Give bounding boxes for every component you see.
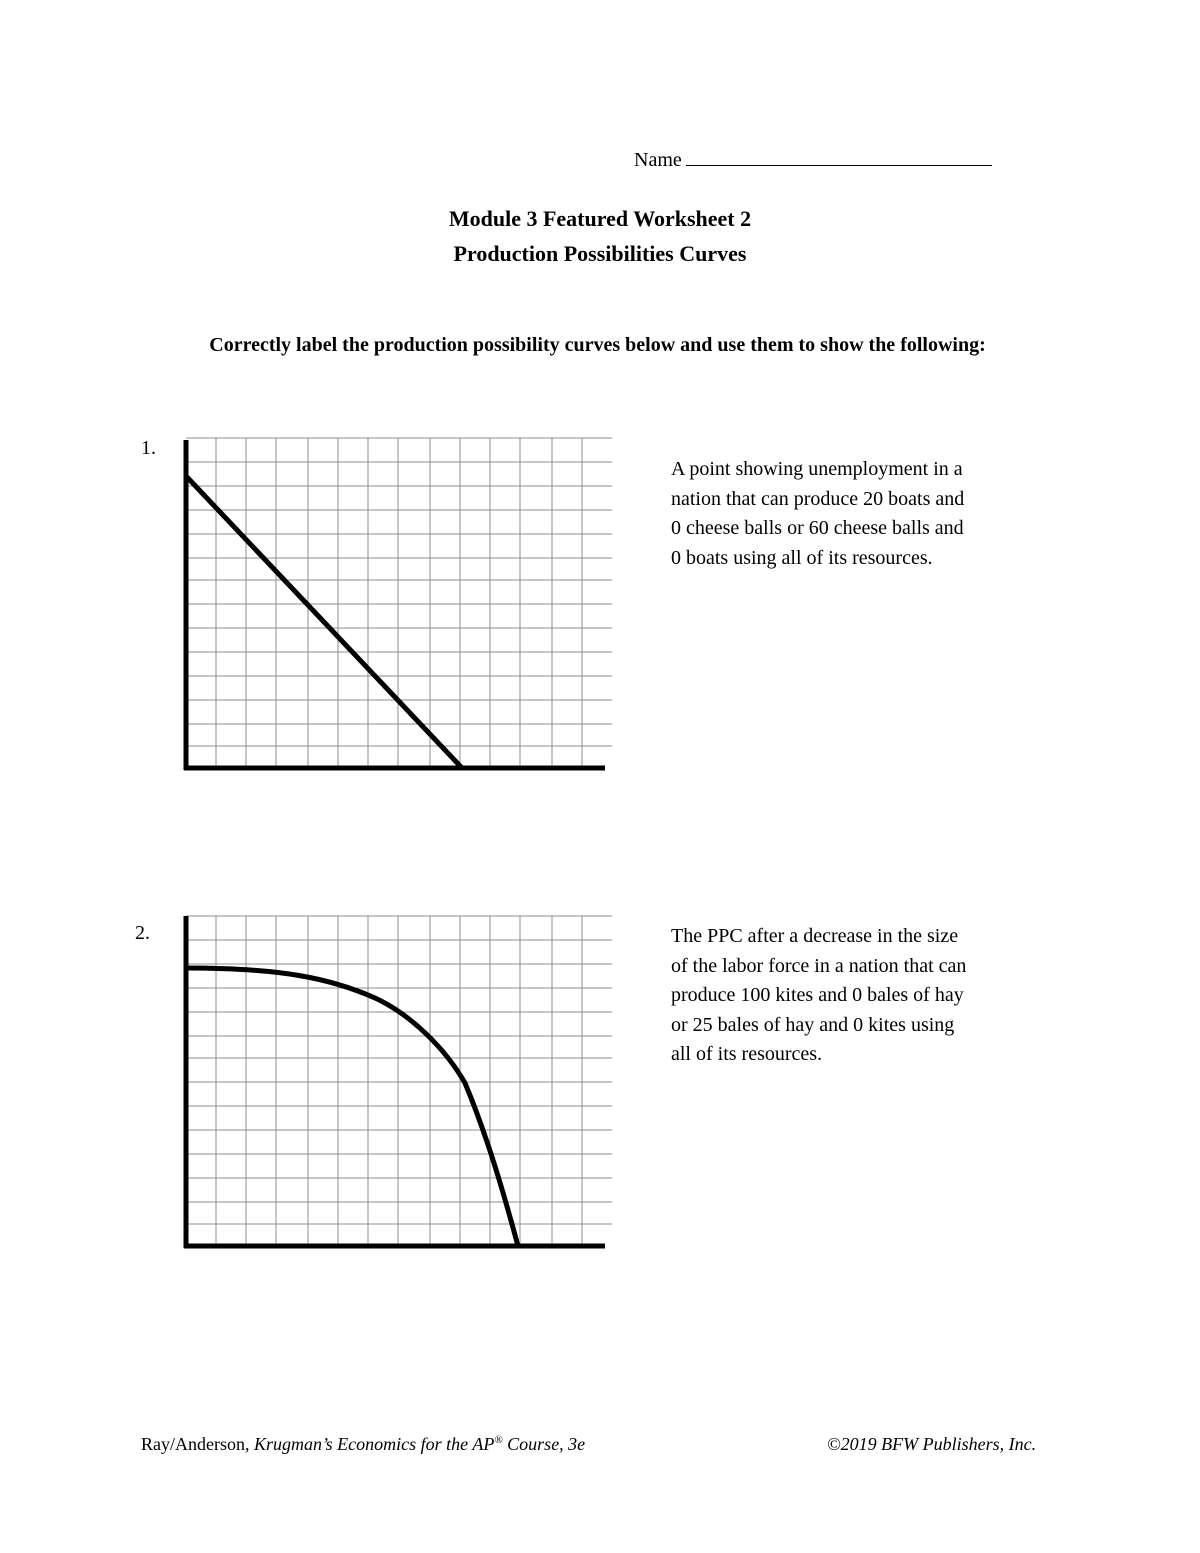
graph-1-gridlines [186,438,612,768]
question-2-line: all of its resources. [671,1043,823,1065]
name-label: Name [634,149,682,171]
footer-citation [141,1434,585,1455]
question-2-number: 2. [135,922,150,944]
question-2-line: or 25 bales of hay and 0 kites using [671,1013,955,1036]
footer-registered-mark: ® [494,1434,503,1446]
ppc-graph-2[interactable] [170,908,620,1258]
ppc-graph-1[interactable] [170,430,620,780]
question-2-line: The PPC after a decrease in the size [671,925,959,947]
question-1-line: A point showing unemployment in a [671,458,963,480]
footer-authors: Ray/Anderson, [141,1434,254,1454]
question-2-text [671,922,1041,1070]
footer-copyright: ©2019 BFW Publishers, Inc. [827,1434,1037,1454]
question-1-number: 1. [141,437,156,459]
question-1-text [671,455,1041,573]
footer-book-title: Krugman’s Economics for the AP [253,1434,495,1454]
question-1-line: 0 boats using all of its resources. [671,546,933,569]
question-2-line: of the labor force in a nation that can [671,954,967,977]
graph-2-gridlines [186,916,612,1246]
name-field[interactable] [634,143,992,172]
instructions: Correctly label the production possibility curves below and use them to show the following: [209,334,986,356]
worksheet-subtitle: Production Possibilities Curves [453,241,747,266]
worksheet-title: Module 3 Featured Worksheet 2 [448,206,752,231]
name-blank-line[interactable] [686,143,992,166]
graph-2-ppc-curve [186,968,518,1246]
footer-book-edition: Course, 3e [502,1434,586,1454]
question-2-line: produce 100 kites and 0 bales of hay [671,984,964,1006]
question-1-line: 0 cheese balls or 60 cheese balls and [671,517,964,539]
question-1-line: nation that can produce 20 boats and [671,487,965,510]
